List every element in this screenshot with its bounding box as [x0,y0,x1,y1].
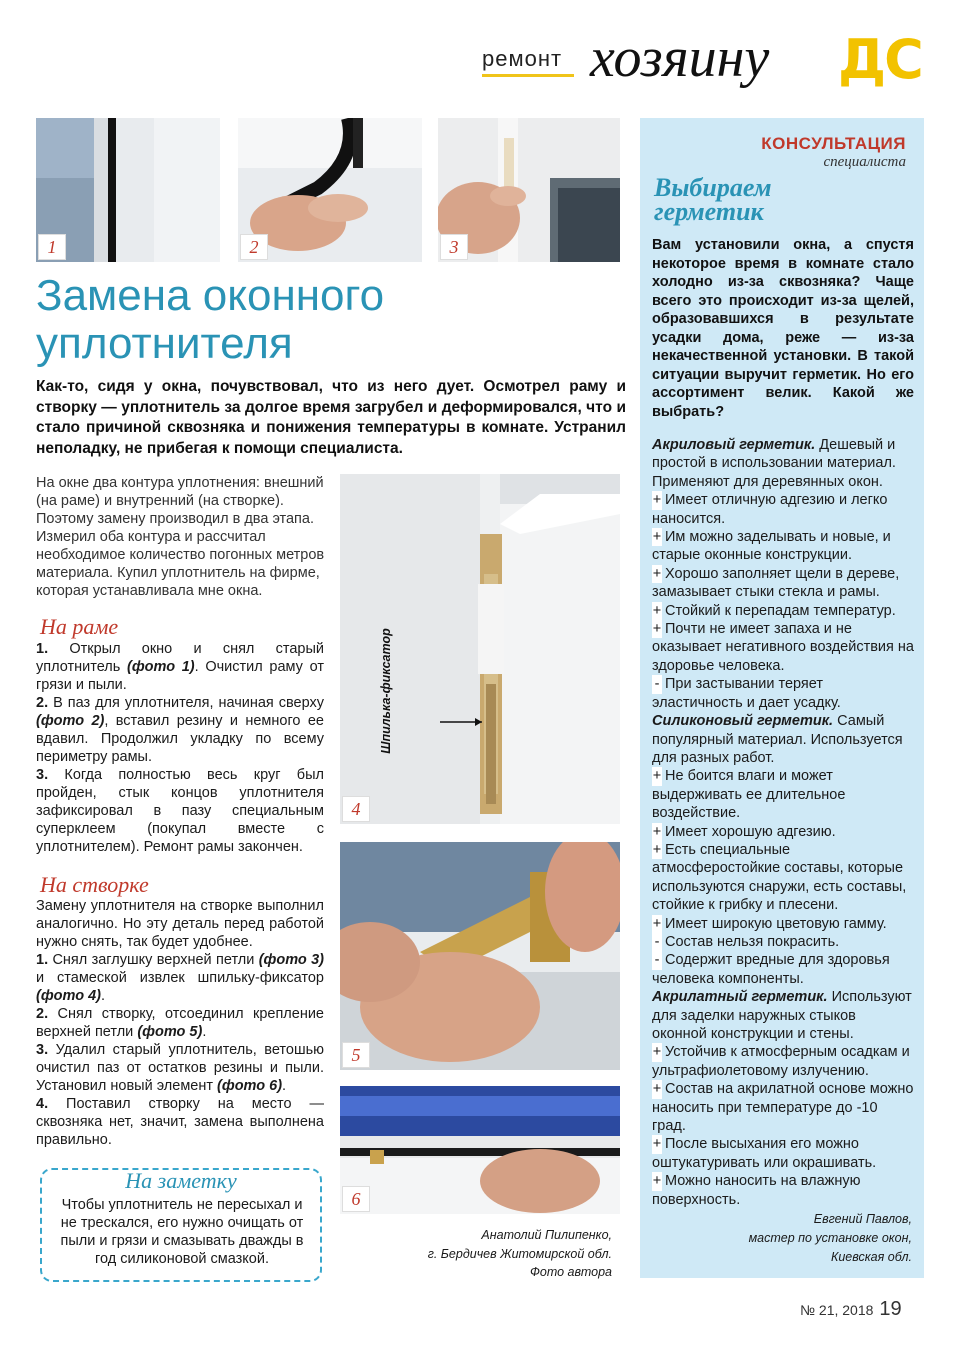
sash-steps [36,897,324,1149]
photo-6 [340,1086,620,1214]
credit-city: г. Бердичев Житомирской обл. [427,1246,612,1261]
sash-heading: На створке [40,872,149,897]
expert-role: мастер по установке окон, [748,1231,912,1245]
sash-intro: Замену уплотнителя на створке выполнил аналогично. Но эту деталь перед работой нужно снять, так будет удобнее. [36,898,324,950]
sash-step-2: 2. Снял створку, отсоединил крепление верхней петли (фото 5). [36,1006,324,1040]
acrylic-point: + Имеет отличную адгезию и легко наносится. [652,492,888,527]
photo-number-1: 1 [38,234,66,260]
note-title: На заметку [125,1168,237,1193]
acrylate-intro: Акрилатный герметик. Используют для заделки наружных стыков оконной конструкции и стены. [652,989,912,1042]
photo-number-2: 2 [240,234,268,260]
expert-region: Киевская обл. [830,1250,912,1264]
photo-3 [438,118,620,262]
frame-step-1: 1. Открыл окно и снял старый уплотнитель (фото 1). Очистил раму от грязи и пыли. [36,641,324,693]
sidebar-title: Выбираем герметик [654,173,772,226]
article-lead: Как-то, сидя у окна, почувствовал, что из него дует. Осмотрел раму и створку — уплотнитель за долгое время загрубел и деформировался, что и стало причиной сквозняка и понижения температуры в комнате. Устранил неполадку, не прибегая к помощи специалиста. [36,378,626,457]
consultation-label: КОНСУЛЬТАЦИЯ [761,134,906,153]
sidebar-lead: Вам установили окна, а спустя некоторое время в комнате стало холодно из-за сквозняка? Чаще всего это происходит из-за щелей, образовавшихся в результате усадки дома, реже — из-за некачественной установки. В такой ситуации выручит герметик. Но его ассортимент велик. Какой же выбрать? [652,237,914,420]
sash-step-4: 4. Поставил створку на место — сквозняка нет, значит, замена выполнена правильно. [36,1096,325,1148]
silicone-point: + Имеет хорошую адгезию. [652,823,836,840]
photo-4 [340,474,620,824]
photo-1 [36,118,220,262]
acrylic-point: + Стойкий к перепадам температур. [652,602,896,619]
silicone-intro: Силиконовый герметик. Самый популярный материал. Используется для разных работ. [652,713,903,766]
author-credit [380,1226,612,1282]
expert-name: Евгений Павлов, [813,1212,912,1226]
frame-heading: На раме [40,614,119,639]
acrylic-point: - При застывании теряет эластичность и дает усадку. [652,676,841,711]
photo-number-6: 6 [342,1186,370,1212]
acrylate-point: + Устойчив к атмосферным осадкам и ультрафиолетовому излучению. [652,1044,910,1079]
silicone-point: + Есть специальные атмосферостойкие составы, которые используются снаружи, есть составы, стойкие к грибку и плесени. [652,841,907,914]
note-text: Чтобы уплотнитель не пересыхал и не трескался, его нужно очищать от пыли и грязи и смазывать дважды в год силиконовой смазкой. [60,1197,304,1267]
acrylic-intro: Акриловый герметик. Дешевый и простой в использовании материал. Применяют для деревянных окон. [652,437,896,490]
consultation-sublabel: специалиста [823,154,906,170]
photo-2 [238,118,422,262]
frame-step-2: 2. В паз для уплотнителя, начиная сверху (фото 2), вставил резину и немного ее вдавил. Продолжил укладку по всему периметру рамы. [36,695,325,765]
intro-paragraph: На окне два контура уплотнения: внешний (на раме) и внутренний (на створке). Поэтому замену производил в два этапа. Измерил оба контура и рассчитал необходимое количество погонных метров материала. Купил уплотнитель на фирме, которая устанавливала мне окна. [36,475,325,599]
silicone-point: + Имеет широкую цветовую гамму. [652,915,887,932]
acrylic-point: + Почти не имеет запаха и не оказывает негативного воздействия на здоровье человека. [652,621,914,674]
sidebar-body [652,436,914,1209]
sash-step-3: 3. Удалил старый уплотнитель, ветошью очистил паз от остатков резины и пыли. Установил новый элемент (фото 6). [36,1042,325,1094]
acrylate-point: + Можно наносить на влажную поверхность. [652,1173,861,1208]
acrylate-point: + После высыхания его можно оштукатуривать или окрашивать. [652,1136,877,1171]
sash-step-1: 1. Снял заглушку верхней петли (фото 3) и стамеской извлек шпильку-фиксатор (фото 4). [36,952,325,1004]
silicone-point: - Состав нельзя покрасить. [652,933,914,951]
photo-4-label: Шпилька-фиксатор [379,628,393,754]
silicone-point: - Содержит вредные для здоровья человека компоненты. [652,952,890,987]
page-footer [800,1298,902,1321]
issue-number: № 21, 2018 [800,1302,874,1318]
rubric-title: хозяину [590,27,770,89]
photo-5 [340,842,620,1070]
frame-step-3: 3. Когда полностью весь круг был пройден, стык концов уплотнителя зафиксировал в пазу специальным суперклеем (покупал вместе с уплотнителем). Ремонт рамы закончен. [36,767,324,855]
photo-number-3: 3 [440,234,468,260]
frame-steps [36,640,324,856]
page-number: 19 [879,1298,902,1320]
section-underline [482,74,574,77]
acrylate-point: + Состав на акрилатной основе можно наносить при температуре до -10 град. [652,1081,914,1135]
photo-number-5: 5 [342,1042,370,1068]
photo-number-4: 4 [342,796,370,822]
article-title: Замена оконного уплотнителя [36,271,385,368]
credit-author: Анатолий Пилипенко, [481,1228,612,1242]
expert-signature [652,1210,912,1267]
section-label: ремонт [482,46,563,71]
acrylic-point: + Хорошо заполняет щели в дереве, замазывает стыки стекла и рамы. [652,565,900,601]
acrylic-point: + Им можно заделывать и новые, и старые оконные конструкции. [652,529,891,564]
silicone-point: + Не боится влаги и может выдерживать ее длительное воздействие. [652,768,846,822]
magazine-logo: ДС [838,28,922,91]
credit-photo: Фото автора [529,1265,612,1279]
